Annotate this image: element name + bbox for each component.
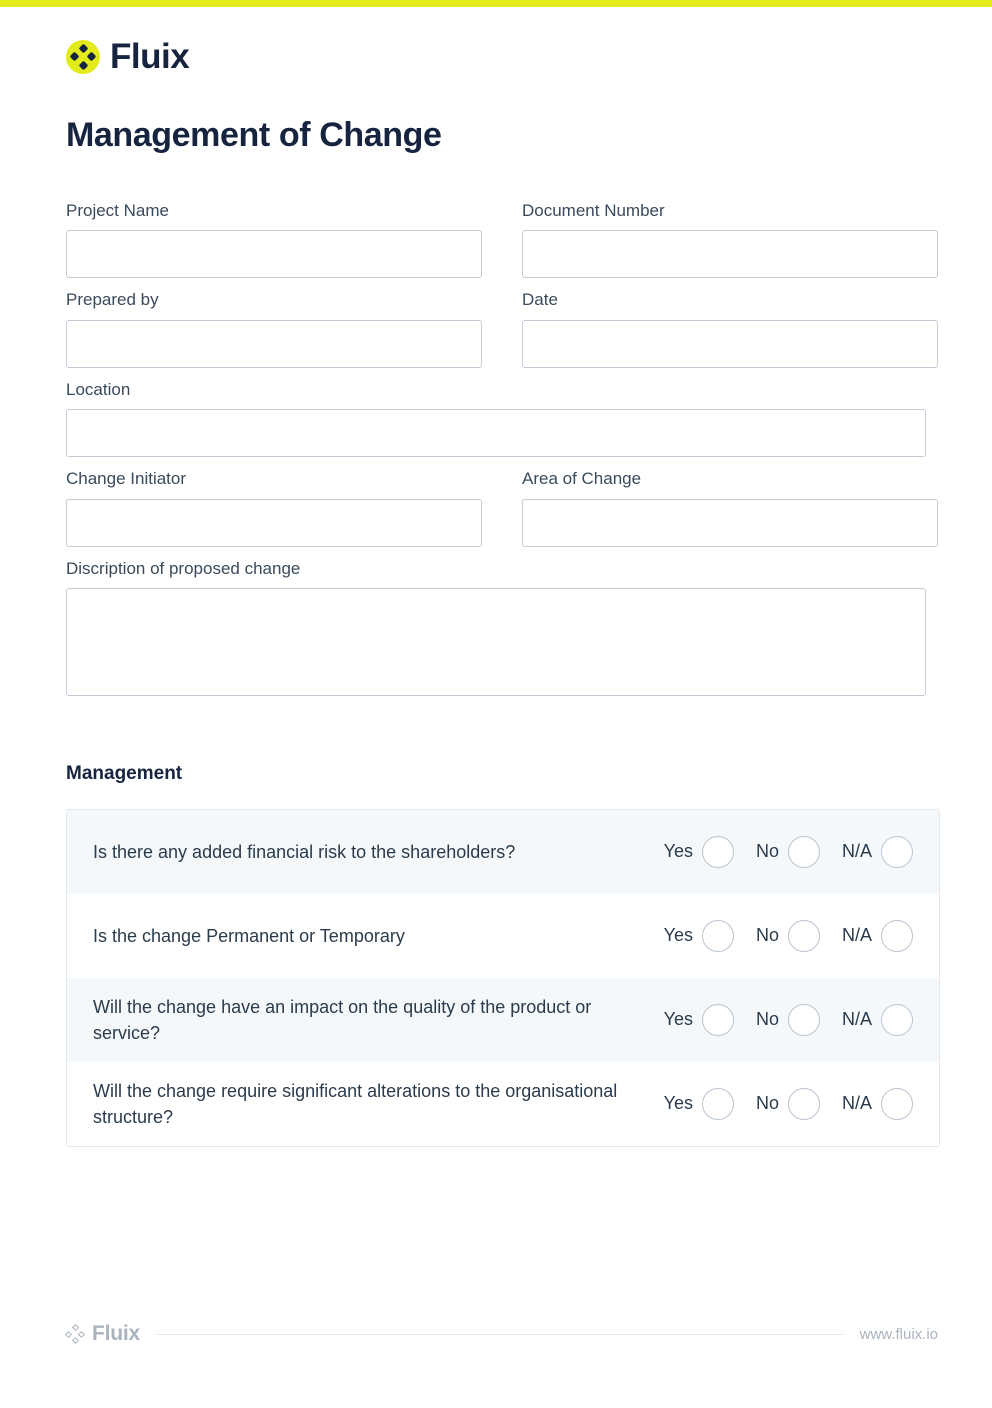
- change-initiator-input[interactable]: [66, 499, 482, 547]
- field-label: Change Initiator: [66, 469, 187, 489]
- option-no[interactable]: [756, 1088, 820, 1120]
- date-input[interactable]: [522, 320, 938, 368]
- table-row: [67, 894, 939, 978]
- answer-options: [664, 1004, 913, 1036]
- description-of-proposed-change-textarea[interactable]: [66, 588, 926, 696]
- management-questions-table: [66, 809, 940, 1147]
- option-yes[interactable]: [664, 920, 734, 952]
- field-date: [522, 290, 938, 367]
- option-label: N/A: [841, 841, 872, 862]
- field-project-name: [66, 201, 482, 278]
- project-name-input[interactable]: [66, 230, 482, 278]
- table-row: [67, 1062, 939, 1146]
- answer-options: [664, 836, 913, 868]
- field-label: Project Name: [66, 201, 169, 220]
- field-label: Discription of proposed change: [66, 558, 301, 578]
- radio-yes[interactable]: [702, 836, 734, 868]
- radio-na[interactable]: [881, 1004, 913, 1036]
- option-no[interactable]: [756, 836, 820, 868]
- answer-options: [664, 1088, 913, 1120]
- table-row: [67, 978, 939, 1062]
- option-label: N/A: [841, 1009, 872, 1030]
- field-label: Date: [522, 290, 558, 310]
- field-location: [66, 380, 926, 457]
- option-label: Yes: [663, 1093, 693, 1114]
- form-row-5: [66, 559, 926, 713]
- form-row-3: [66, 380, 926, 469]
- field-label: Document Number: [522, 201, 665, 220]
- radio-na[interactable]: [881, 836, 913, 868]
- brand-logo: [66, 39, 926, 74]
- footer-divider: [156, 1334, 844, 1335]
- field-label: Area of Change: [522, 469, 642, 489]
- question-text: Will the change require significant alterations to the organisational structure?: [93, 1080, 618, 1127]
- option-label: No: [755, 1009, 779, 1030]
- option-label: N/A: [841, 1093, 872, 1114]
- radio-na[interactable]: [881, 1088, 913, 1120]
- location-input[interactable]: [66, 409, 926, 457]
- option-label: No: [755, 841, 779, 862]
- radio-yes[interactable]: [702, 1088, 734, 1120]
- radio-yes[interactable]: [702, 920, 734, 952]
- radio-no[interactable]: [788, 1088, 820, 1120]
- footer-brand: [66, 1322, 140, 1346]
- option-yes[interactable]: [664, 1088, 734, 1120]
- option-no[interactable]: [756, 920, 820, 952]
- option-yes[interactable]: [664, 836, 734, 868]
- radio-na[interactable]: [881, 920, 913, 952]
- form-row-2: [66, 290, 926, 379]
- field-label: Prepared by: [66, 290, 159, 310]
- fluix-diamond-logo-icon: [66, 40, 100, 74]
- radio-no[interactable]: [788, 920, 820, 952]
- field-area-of-change: [522, 469, 938, 546]
- field-label: Location: [66, 379, 131, 399]
- form-row-4: [66, 469, 926, 558]
- option-label: N/A: [841, 925, 872, 946]
- accent-top-bar: [0, 0, 992, 7]
- radio-no[interactable]: [788, 836, 820, 868]
- radio-yes[interactable]: [702, 1004, 734, 1036]
- page-footer: [66, 1322, 938, 1346]
- document-number-input[interactable]: [522, 230, 938, 278]
- question-text: Is there any added financial risk to the shareholders?: [93, 841, 516, 862]
- option-yes[interactable]: [664, 1004, 734, 1036]
- page-title: Management of Change: [66, 116, 442, 154]
- question-text: Will the change have an impact on the quality of the product or service?: [93, 996, 592, 1043]
- option-label: No: [755, 925, 779, 946]
- option-na[interactable]: [842, 920, 913, 952]
- option-na[interactable]: [842, 836, 913, 868]
- footer-url: www.fluix.io: [859, 1325, 938, 1343]
- radio-no[interactable]: [788, 1004, 820, 1036]
- form-row-1: [66, 201, 926, 290]
- option-label: Yes: [663, 1009, 693, 1030]
- fluix-diamond-logo-icon: [66, 1325, 84, 1343]
- brand-name: Fluix: [110, 37, 190, 76]
- footer-brand-name: Fluix: [92, 1322, 141, 1345]
- prepared-by-input[interactable]: [66, 320, 482, 368]
- table-row: [67, 810, 939, 894]
- option-na[interactable]: [842, 1088, 913, 1120]
- area-of-change-input[interactable]: [522, 499, 938, 547]
- option-na[interactable]: [842, 1004, 913, 1036]
- field-prepared-by: [66, 290, 482, 367]
- form-fields: [66, 201, 926, 713]
- field-document-number: [522, 201, 938, 278]
- question-text: Is the change Permanent or Temporary: [93, 925, 405, 946]
- option-label: No: [755, 1093, 779, 1114]
- option-label: Yes: [663, 841, 693, 862]
- section-title-management: Management: [66, 762, 183, 784]
- option-no[interactable]: [756, 1004, 820, 1036]
- field-change-initiator: [66, 469, 482, 546]
- option-label: Yes: [663, 925, 693, 946]
- page-content: [0, 7, 992, 1147]
- field-description-of-proposed-change: [66, 559, 926, 701]
- answer-options: [664, 920, 913, 952]
